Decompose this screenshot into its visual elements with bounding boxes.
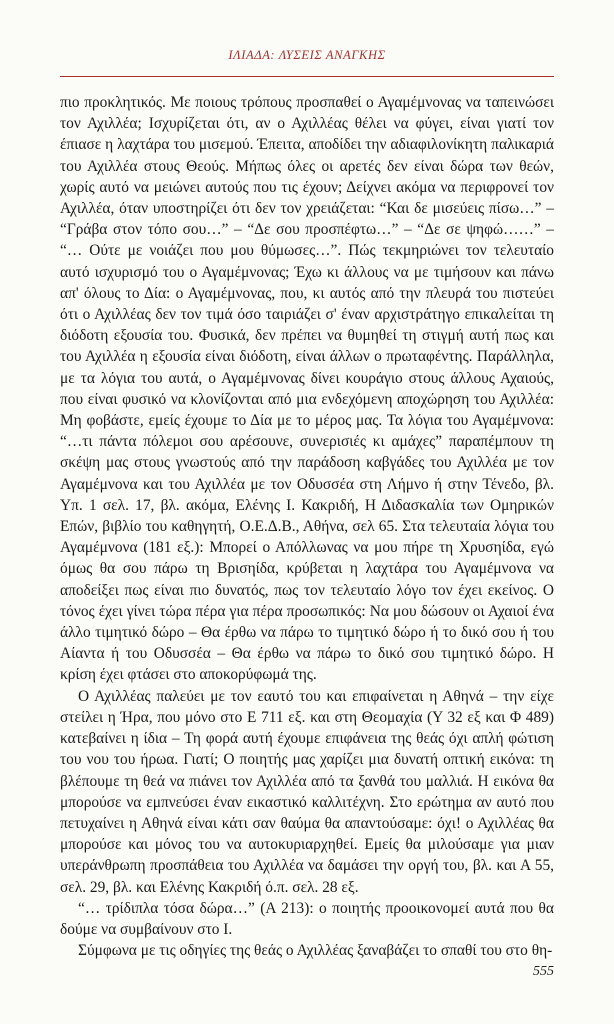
- paragraph: “… τρίδιπλα τόσα δώρα…” (Α 213): ο ποιητής προοικονομεί αυτά που θα δούμε να συμβαίνουν στο Ι.: [60, 899, 554, 938]
- header-rule: [60, 76, 554, 77]
- page-number: 555: [533, 964, 554, 979]
- paragraph: Ο Αχιλλέας παλεύει με τον εαυτό του και επιφαίνεται η Αθηνά – την είχε στείλει η Ήρα, που μόνο στο Ε 711 εξ. και στη Θεομαχία (Υ 32 εξ και Φ 489) κατεβαίνει η ίδια – Τη φορά αυτή έχουμε επιφάνεια της θεάς όχι απλή φώτιση του νου του ήρωα. Γιατί; Ο ποιητής μας χαρίζει μια δυνατή οπτική εικόνα: τη βλέπουμε τη θεά να πιάνει τον Αχιλλέα από τα ξανθά του μαλλιά. Η εικόνα θα μπορούσε να εμπνεύσει έναν εικαστικό καλλιτέχνη. Στο ερώτημα αν αυτό που πετυχαίνει η Αθηνά είναι κάτι σαν θαύμα θα απαντούσαμε: όχι! ο Αχιλλέας θα μπορούσε και μόνος του να αυτοκυριαρχηθεί. Εμείς θα μιλούσαμε για μιαν υπεράνθρωπη προσπάθεια του Αχιλλέα να δαμάσει την οργή του, βλ. και Α 55, σελ. 29, βλ. και Ελένης Κακριδή ό.π. σελ. 28 εξ.: [60, 687, 554, 896]
- running-title: ΙΛΙΑΔΑ: ΛΥΣΕΙΣ ΑΝΑΓΚΗΣ: [228, 48, 386, 62]
- paragraph: Σύμφωνα με τις οδηγίες της θεάς ο Αχιλλέας ξαναβάζει το σπαθί του στο θη-: [78, 942, 553, 960]
- paragraph: πιο προκλητικός. Με ποιους τρόπους προσπαθεί ο Αγαμέμνονας να ταπεινώσει τον Αχιλλέα; Ισχυρίζεται ότι, αν ο Αχιλλέας θέλει να φύγει, είναι γιατί τον έπιασε η λαχτάρα του μισεμού. Έπειτα, αποδίδει την αδιαφιλονίκητη παλικαριά του Αχιλλέα στους Θεούς. Μήπως όλες οι αρετές δεν είναι δώρα των θεών, χωρίς αυτό να μειώνει αυτούς που τις έχουν; Δείχνει ακόμα να περιφρονεί τον Αχιλλέα, όταν υποστηρίζει ότι δεν τον χρειάζεται: “Και δε μισεύεις πίσω…” – “Γράβα στον τόπο σου…” – “Δε σου προσπέφτω…” – “Δε σε ψηφώ……” – “… Ούτε με νοιάζει που μου θύμωσες…”. Πώς τεκμηριώνει τον τελευταίο αυτό ισχυρισμό του ο Αγαμέμνονας; Έχω κι άλλους να με τιμήσουν και πάνω απ' όλους το Δία: ο Αγαμέμνονας, που, κι αυτός από την πλευρά του πιστεύει ότι ο Αχιλλέας δεν τον τιμά όσο ταιριάζει σ' έναν αρχιστράτηγο επικαλείται τη διόδοτη εξουσία του. Φυσικά, δεν πρέπει να θυμηθεί τη στιγμή αυτή πως και του Αχιλλέα η εξουσία είναι διόδοτη, είναι άλλων ο πρωταφέντης. Παράλληλα, με τα λόγια του αυτά, ο Αγαμέμνονας δίνει κουράγιο στους άλλους Αχαιούς, που είναι φυσικό να κλονίζονται από μια ενδεχόμενη αποχώρηση του Αχιλλέα: Μη φοβάστε, εμείς έχουμε το Δία με το μέρος μας. Τα λόγια του Αγαμέμνονα: “…τι πάντα πόλεμοι σου αρέσουνε, συνερισιές κι αμάχες” παραπέμπουν τη σκέψη μας στους γνωστούς από την παράδοση καβγάδες του Αχιλλέα με τον Αγαμέμνονα και του Αχιλλέα με τον Οδυσσέα στη Λήμνο ή στην Τένεδο, βλ. Υπ. 1 σελ. 17, βλ. ακόμα, Ελένης Ι. Κακριδή, Η Διδασκαλία των Ομηρικών Επών, βιβλίο του καθηγητή, Ο.Ε.Δ.Β., Αθήνα, σελ 65. Στα τελευταία λόγια του Αγαμέμνονα (181 εξ.): Μπορεί ο Απόλλωνας να μου πήρε τη Χρυσηίδα, εγώ όμως θα σου πάρω τη Βρισηίδα, κρύβεται η λαχτάρα του Αγαμέμνονα να αποδείξει πως είναι πιο δυνατός, πως τον τελευταίο λόγο τον έχει εκείνος. Ο τόνος έχει γίνει τώρα πέρα για πέρα προσωπικός: Να μου δώσουν οι Αχαιοί ένα άλλο τιμητικό δώρο – Θα έρθω να πάρω το τιμητικό δώρο ή το δικό σου ή του Αίαντα ή του Οδυσσέα – Θα έρθω να πάρω το δικό σου τιμητικό δώρο. Η κρίση έχει φτάσει στο αποκορύφωμά της.: [60, 94, 554, 684]
- body-text: [60, 92, 554, 961]
